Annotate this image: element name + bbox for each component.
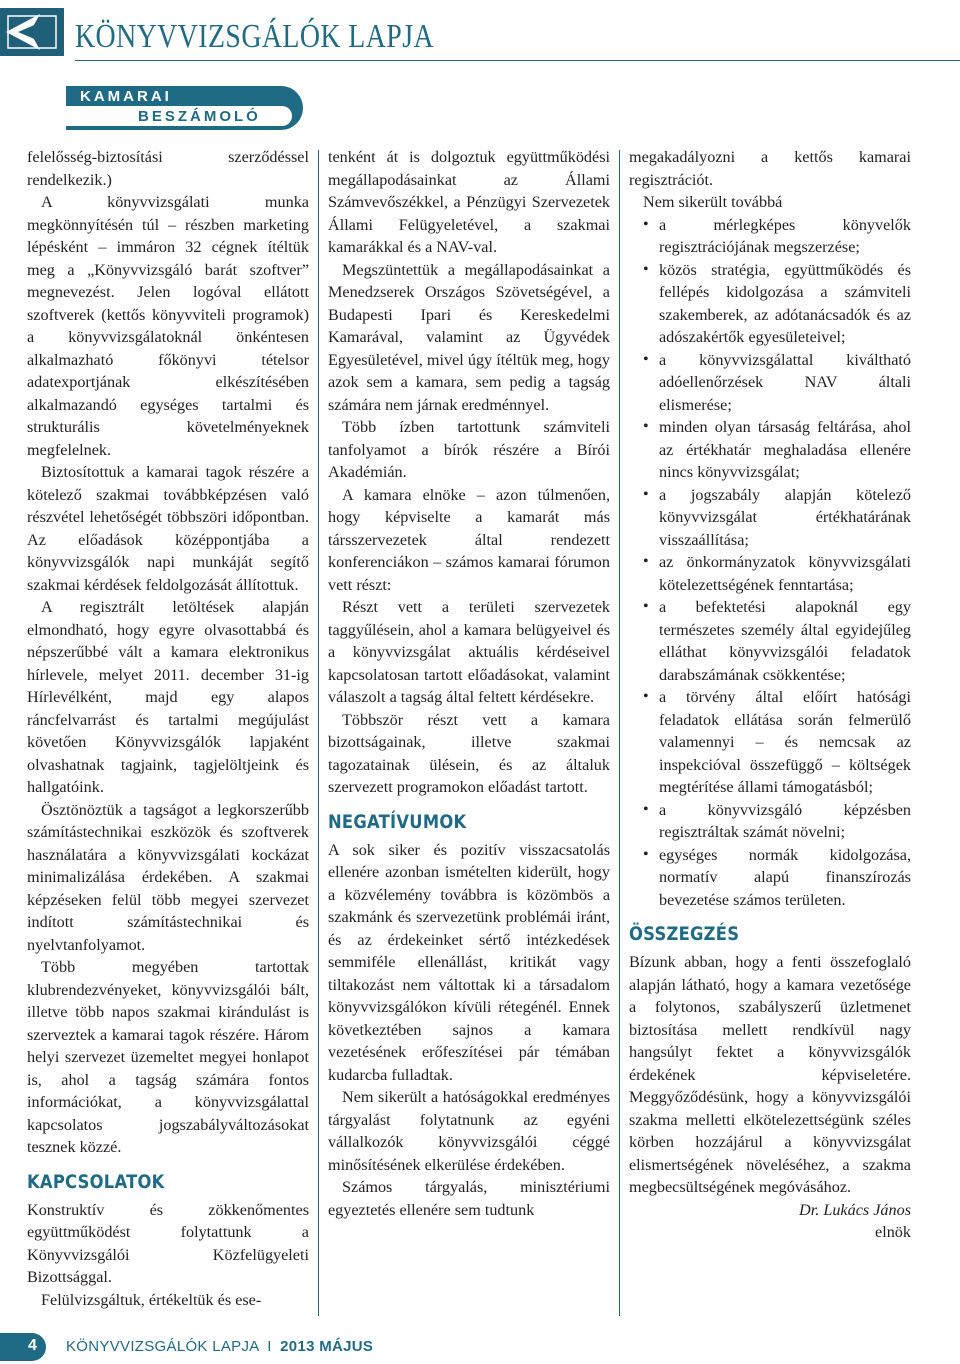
bullet-list bbox=[629, 214, 911, 912]
page-number: 4 bbox=[28, 1337, 37, 1354]
paragraph: megakadályozni a kettős kamarai regisztrációt. bbox=[629, 148, 911, 189]
paragraph: felelősség-biztosítási szerződéssel rendelkezik.) bbox=[27, 148, 309, 189]
list-item: • a befektetési alapoknál egy természetes személy által egyidejűleg elláthat könyvvizsgálói feladatok darabszámának csökkentése; bbox=[629, 596, 911, 686]
paragraph: Konstruktív és zökkenőmentes együttműködést folytattunk a Könyvvizsgálói Közfelügyeleti Bizottsággal. bbox=[27, 1200, 309, 1286]
paragraph: A regisztrált letöltések alapján elmondható, hogy egyre olvasottabbá és népszerűbbé vált a kamara elektronikus hírlevele, melyet 2011. december 31-ig Hírlevélként, majd egy alapos ráncfelvarrást és tartalmi megújulást követően Könyvvizsgálók lapjaként olvashatnak tagjaink, tagjelöltjeink és hallgatóink. bbox=[27, 598, 309, 796]
section-label-line1: KAMARAI bbox=[80, 88, 172, 105]
list-item: • a jogszabály alapján kötelező könyvvizsgálat értékhatárának visszaállítása; bbox=[629, 484, 911, 552]
footer-issue: 2013 MÁJUS bbox=[280, 1338, 374, 1355]
signature-title: elnök bbox=[875, 1223, 911, 1241]
list-item: • a könyvvizsgálattal kiváltható adóellenőrzések NAV általi elismerése; bbox=[629, 349, 911, 417]
column-rule bbox=[619, 150, 620, 1316]
section-heading-osszegzes: ÖSSZEGZÉS bbox=[629, 923, 740, 945]
paragraph: tenként át is dolgoztuk együttműködési megállapodásainkat az Állami Számvevőszékkel, a Pénzügyi Szervezetek Állami Felügyeletével, a szakmai kamarákkal és a NAV-val. bbox=[328, 148, 610, 256]
paragraph: Nem sikerült továbbá bbox=[643, 193, 783, 211]
section-heading-negativumok: NEGATÍVUMOK bbox=[328, 810, 467, 833]
article-column-1 bbox=[27, 146, 309, 1311]
list-item: • a könyvvizsgáló képzésben regisztráltak számát növelni; bbox=[629, 799, 911, 844]
magazine-logo bbox=[0, 8, 64, 56]
column-rule bbox=[318, 150, 319, 1316]
paragraph: A sok siker és pozitív visszacsatolás ellenére azonban ismételten kiderült, hogy a közvélemény továbbra is közömbös a szakmánk és szervezetünk problémái iránt, és az érdekeinket sértő intézkedések semmiféle ellenállást, kritikát vagy tiltakozást nem váltottak ki a társadalom könyvvizsgálókon kívüli rétegénél. Ennek következtében sajnos a kamara vezetésének erőfeszítései pár témában kudarcba fulladtak. bbox=[328, 840, 610, 1084]
page-number-tab bbox=[0, 1333, 46, 1361]
header-rule bbox=[75, 60, 960, 61]
article-column-2 bbox=[328, 146, 610, 1221]
list-item: • minden olyan társaság feltárása, ahol az értékhatár meghaladása ellenére nincs könyvvizsgálat; bbox=[629, 416, 911, 484]
paragraph: Biztosítottuk a kamarai tagok részére a kötelező szakmai továbbképzésen való részvétel lehetőségét többszöri időpontban. Az előadások középpontjába a könyvvizsgálók napi munkáját segítő szakmai kérdések feldolgozását állítottuk. bbox=[27, 463, 309, 594]
list-item: • az önkormányzatok könyvvizsgálati kötelezettségének fenntartása; bbox=[629, 551, 911, 596]
paragraph: Részt vett a területi szervezetek taggyűlésein, ahol a kamara belügyeivel és a könyvvizsgálat aktuális kérdéseivel kapcsolatosan tartott előadásokat, valamint válaszolt a tagság által feltett kérdésekre. bbox=[328, 598, 610, 706]
paragraph: Több ízben tartottunk számviteli tanfolyamot a bírók részére a Bírói Akadémián. bbox=[328, 418, 610, 481]
paragraph: Ösztönöztük a tagságot a legkorszerűbb számítástechnikai eszközök és szoftverek használatára a könyvvizsgálati kockázat minimalizálása érdekében. A szakmai képzéseken felül több megyei szervezet indított számítástechnikai és nyelvtanfolyamot. bbox=[27, 800, 309, 954]
list-item: • egységes normák kidolgozása, normatív alapú finanszírozás bevezetése számos területen. bbox=[629, 844, 911, 912]
paragraph: Számos tárgyalás, minisztériumi egyeztetés ellenére sem tudtunk bbox=[328, 1178, 610, 1219]
article-column-3 bbox=[629, 146, 911, 1244]
signature-name bbox=[629, 1199, 911, 1222]
paragraph: Megszüntettük a megállapodásainkat a Menedzserek Országos Szövetségével, a Budapesti Ipari és Kereskedelmi Kamarával, valamint az Ügyvédek Egyesületével, mivel úgy ítéltük meg, hogy azok sem a kamara, sem pedig a tagság számára nem járnak eredménnyel. bbox=[328, 260, 610, 414]
magazine-title: KÖNYVVIZSGÁLÓK LAPJA bbox=[75, 18, 435, 55]
paragraph: Többször részt vett a kamara bizottságainak, illetve szakmai tagozatainak ülésein, és az általuk szervezett programokon előadást tartott. bbox=[328, 710, 610, 796]
paragraph: A könyvvizsgálati munka megkönnyítésén túl – részben marketing lépésként – immáron 32 cégnek ítéltük meg a „Könyvvizsgáló barát szoftver” megnevezést. Jelen logóval ellátott szoftverek (kettős könyvviteli programok) a könyvvizsgálatoknál önkéntesen alkalmazható főkönyvi tételsor adatexportjának elkészítésében alkalmazandó egységes tartalmi és strukturális követelményeknek megfelelnek. bbox=[27, 193, 309, 459]
paragraph: Bízunk abban, hogy a fenti összefoglaló alapján látható, hogy a kamara vezetősége a folytonos, szabályszerű üzletmenet biztosítása mellett rendkívül nagy hangsúlyt fektet a könyvvizsgálók érdekének képviseletére. Meggyőződésünk, hogy a könyvvizsgálói szakma melletti elkötelezettségünk széles körben hozzájárul a könyvvizsgálat elismertségének növeléséhez, a szakma megbecsültségének megóvásához. bbox=[629, 953, 911, 1196]
paragraph: Felülvizsgáltuk, értékeltük és ese- bbox=[41, 1290, 262, 1309]
paragraph: Több megyében tartottak klubrendezvényeket, könyvvizsgálói bált, illetve több napos szakmai kirándulást is szerveztek a kamarai tagok részére. Három helyi szervezet üzemeltet megyei honlapot is, ahol a tagság számára fontos információkat, a könyvvizsgálattal kapcsolatos jogszabályváltozásokat tesznek közzé. bbox=[27, 958, 309, 1156]
list-item: • közös stratégia, együttműködés és fellépés kidolgozása a számviteli szakemberek, az adótanácsadók és az adószakértők egyesületeivel; bbox=[629, 259, 911, 349]
footer-separator: I bbox=[267, 1338, 272, 1355]
paragraph: A kamara elnöke – azon túlmenően, hogy képviselte a kamarát más társszervezetek által rendezett konferenciákon – számos kamarai fórumon vett részt: bbox=[328, 485, 610, 594]
list-item: • a mérlegképes könyvelők regisztrációjának megszerzése; bbox=[629, 214, 911, 259]
footer bbox=[66, 1338, 373, 1355]
section-label-line2: BESZÁMOLÓ bbox=[138, 108, 261, 125]
section-heading-kapcsolatok: KAPCSOLATOK bbox=[27, 1170, 165, 1193]
paragraph: Nem sikerült a hatóságokkal eredményes tárgyalást folytatnunk az egyéni vállalkozók könyvvizsgálói céggé minősítésének elkerülése érdekében. bbox=[328, 1088, 610, 1174]
list-item: • a törvény által előírt hatósági feladatok ellátása során felmerülő valamennyi – és nemcsak az inspekcióval összefüggő – költségek megtérítése állami támogatásból; bbox=[629, 686, 911, 799]
footer-magazine: KÖNYVVIZSGÁLÓK LAPJA bbox=[66, 1338, 259, 1355]
signature-name-text: Dr. Lukács János bbox=[799, 1200, 911, 1219]
